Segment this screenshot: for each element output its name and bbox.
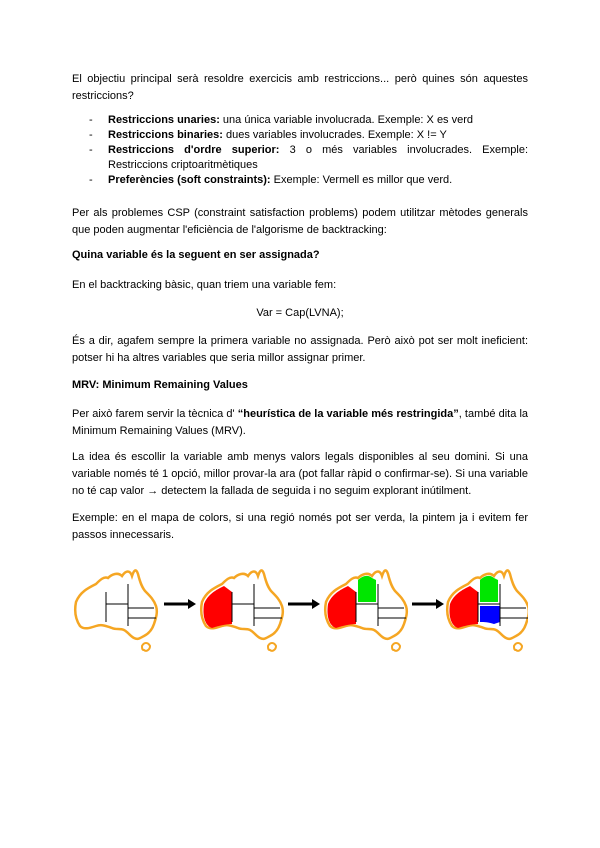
bullet-dash: - — [89, 129, 93, 141]
nt-region-green — [358, 576, 376, 602]
backtracking-intro: En el backtracking bàsic, quan triem una variable fem: — [72, 279, 337, 291]
list-item — [72, 173, 528, 188]
bullet-text: Exemple: Vermell es millor que verd. — [270, 174, 453, 186]
bullet-dash: - — [89, 144, 93, 156]
bullet-term: Preferències (soft constraints): — [108, 174, 271, 186]
map-coloring-figure — [72, 562, 528, 654]
map-state-4 — [447, 570, 528, 650]
mrv-intro-paragraph — [72, 406, 528, 440]
nt-region-green — [480, 576, 498, 602]
constraint-types-list — [72, 113, 528, 188]
csp-paragraph: Per als problemes CSP (constraint satisfaction problems) podem utilitzar mètodes generals que poden augmentar l'eficiència de l'algorisme de backtracking: — [72, 207, 528, 236]
bullet-dash: - — [89, 114, 93, 126]
first-unassigned-paragraph: És a dir, agafem sempre la primera variable no assignada. Però això pot ser molt ineficient: potser hi ha altres variables que seria millor assignar primer. — [72, 335, 528, 364]
bullet-term: Restriccions unaries: — [108, 114, 220, 126]
mrv-heading: MRV: Minimum Remaining Values — [72, 379, 248, 391]
list-item — [72, 143, 528, 173]
arrow-3 — [412, 599, 444, 609]
bullet-text: una única variable involucrada. Exemple: X es verd — [219, 114, 474, 126]
bullet-dash: - — [89, 174, 93, 186]
arrow-1 — [164, 599, 196, 609]
map-state-2 — [201, 570, 283, 650]
list-item — [72, 128, 528, 143]
question-heading: Quina variable és la seguent en ser assignada? — [72, 249, 320, 261]
map-state-3 — [325, 570, 407, 650]
mrv-intro-bold: “heurística de la variable més restringida” — [237, 408, 459, 420]
mrv-intro-before: Per això farem servir la tècnica d' — [72, 408, 238, 420]
bullet-term: Restriccions binaries: — [108, 129, 223, 141]
bullet-text: 3 o més variables involucrades. Exemple: Restriccions criptoaritmètiques — [108, 144, 528, 171]
map-state-1 — [75, 570, 157, 650]
bullet-term: Restriccions d'ordre superior: — [108, 144, 280, 156]
example-paragraph: Exemple: en el mapa de colors, si una regió només pot ser verda, la pintem ja i evitem fer passos innecessaris. — [72, 512, 528, 541]
idea-paragraph: La idea és escollir la variable amb menys valors legals disponibles al seu domini. Si una variable només té 1 opció, millor provar-la ara (pot fallar ràpid o confirmar-se). Si una variable no té cap valor → detectem la fallada de seguida i no seguim explorant inútilment. — [72, 451, 528, 497]
arrow-2 — [288, 599, 320, 609]
mrv-intro-after: , també dita la Minimum Remaining Values (MRV). — [72, 408, 529, 437]
formula: Var = Cap(LVNA); — [256, 307, 344, 319]
list-item — [72, 113, 528, 128]
intro-paragraph: El objectiu principal serà resoldre exercicis amb restriccions... però quines són aquestes restriccions? — [72, 73, 528, 102]
sa-region-blue — [480, 606, 500, 624]
bullet-text: dues variables involucrades. Exemple: X != Y — [222, 129, 447, 141]
